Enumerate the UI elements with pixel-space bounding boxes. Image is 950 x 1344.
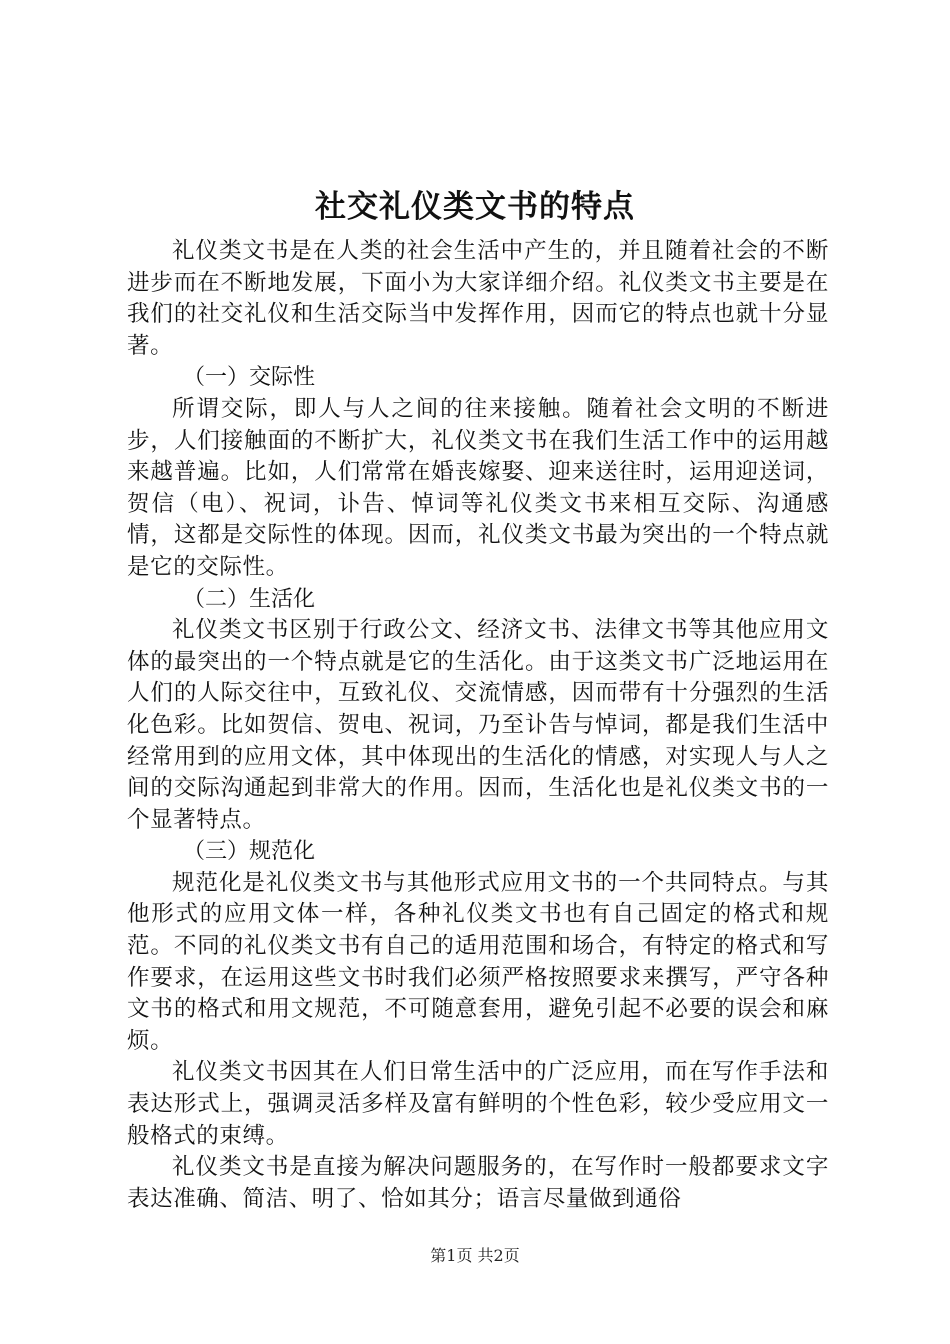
paragraph-2: 礼仪类文书区别于行政公文、经济文书、法律文书等其他应用文体的最突出的一个特点就是它的生活化。由于这类文书广泛地运用在人们的人际交往中，互致礼仪、交流情感，因而带有十分强烈的生活化色彩。比如贺信、贺电、祝词，乃至讣告与悼词，都是我们生活中经常用到的应用文体，其中体现出的生活化的情感，对实现人与人之间的交际沟通起到非常大的作用。因而，生活化也是礼仪类文书的一个显著特点。	[127, 617, 829, 833]
section-heading-1: （一）交际性	[183, 365, 316, 391]
paragraph-5: 礼仪类文书是直接为解决问题服务的，在写作时一般都要求文字表达准确、简洁、明了、恰如其分；语言尽量做到通俗	[127, 1154, 829, 1212]
page-footer: 第1页 共2页	[430, 1246, 520, 1265]
section-heading-3: （三）规范化	[183, 839, 316, 865]
paragraph-1: 所谓交际，即人与人之间的往来接触。随着社会文明的不断进步，人们接触面的不断扩大，礼仪类文书在我们生活工作中的运用越来越普遍。比如，人们常常在婚丧嫁娶、迎来送往时，运用迎送词，贺信（电）、祝词，讣告、悼词等礼仪类文书来相互交际、沟通感情，这都是交际性的体现。因而，礼仪类文书最为突出的一个特点就是它的交际性。	[127, 395, 829, 580]
paragraph-4: 礼仪类文书因其在人们日常生活中的广泛应用，而在写作手法和表达形式上，强调灵活多样及富有鲜明的个性色彩，较少受应用文一般格式的束缚。	[127, 1059, 829, 1149]
document-body	[127, 236, 829, 1215]
document-title: 社交礼仪类文书的特点	[315, 189, 635, 225]
section-heading-2: （二）生活化	[183, 586, 316, 612]
paragraph-intro: 礼仪类文书是在人类的社会生活中产生的，并且随着社会的不断进步而在不断地发展，下面小为大家详细介绍。礼仪类文书主要是在我们的社交礼仪和生活交际当中发挥作用，因而它的特点也就十分显著。	[127, 238, 829, 359]
paragraph-3: 规范化是礼仪类文书与其他形式应用文书的一个共同特点。与其他形式的应用文体一样，各种礼仪类文书也有自己固定的格式和规范。不同的礼仪类文书有自己的适用范围和场合，有特定的格式和写作要求，在运用这些文书时我们必须严格按照要求来撰写，严守各种文书的格式和用文规范，不可随意套用，避免引起不必要的误会和麻烦。	[127, 869, 829, 1054]
